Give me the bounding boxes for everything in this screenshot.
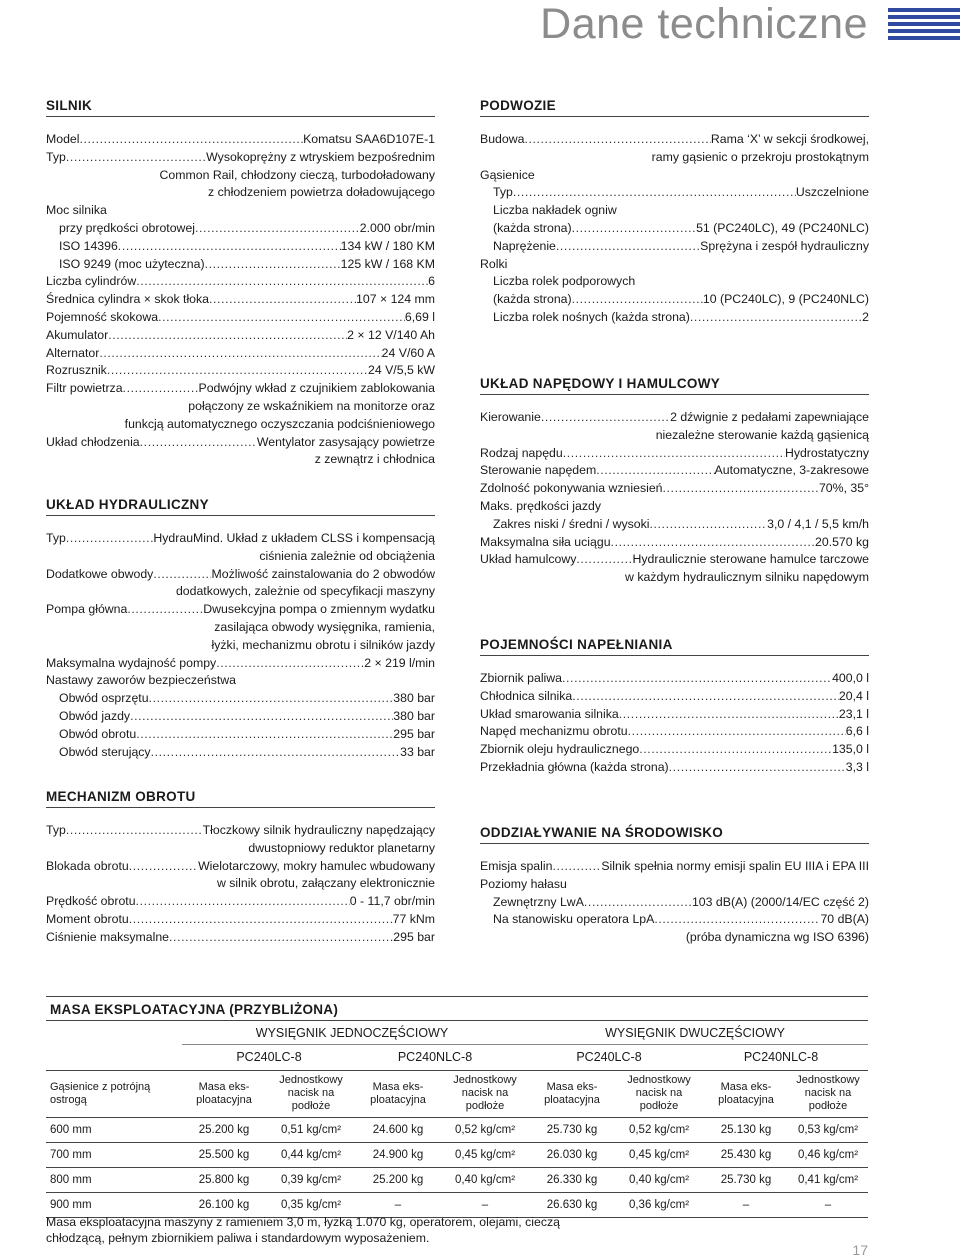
table-cell: – <box>394 1198 402 1211</box>
spec-group-label: Gąsienice <box>480 167 535 182</box>
spec-value-cont: Common Rail, chłodzony cieczą, turbodoładowany <box>159 167 435 182</box>
spec-value: 380 bar <box>393 708 435 723</box>
model-header: PC240NLC-8 <box>743 1050 819 1064</box>
spec-row <box>46 655 435 673</box>
spec-label: Liczba cylindrów <box>46 274 137 289</box>
section-title-pojemnosci: POJEMNOŚCI NAPEŁNIANIA <box>480 637 869 656</box>
spec-value-cont: z chłodzeniem powietrza doładowującego <box>208 185 435 200</box>
spec-label: Obwód osprzętu <box>59 691 149 706</box>
spec-value: 77 kNm <box>392 911 435 926</box>
hydraulika-section <box>46 497 435 761</box>
spec-value: 400,0 l <box>832 671 869 685</box>
table-cell: 0,36 kg/cm² <box>628 1198 690 1211</box>
spec-value: 3,3 l <box>845 759 869 774</box>
table-cell: 25.430 kg <box>720 1148 772 1161</box>
spec-value: 2 dźwignie z pedałami zapewniające <box>670 410 869 424</box>
spec-row <box>46 911 435 929</box>
spec-value: 107 × 124 mm <box>356 292 435 307</box>
mass-table <box>46 1074 868 1218</box>
spec-label: Typ <box>493 185 513 200</box>
spec-label: Układ chłodzenia <box>46 434 140 449</box>
spec-value: 0 - 11,7 obr/min <box>349 894 435 909</box>
spec-row <box>480 911 869 929</box>
spec-row <box>46 566 435 584</box>
spec-value: 125 kW / 168 KM <box>340 256 435 271</box>
spec-value: HydrauMind. Układ z układem CLSS i kompensacją <box>153 531 435 545</box>
spec-row <box>480 688 869 706</box>
spec-label: Kierowanie <box>480 410 541 424</box>
spec-row <box>46 822 435 840</box>
spec-label: Układ hamulcowy <box>480 552 577 567</box>
spec-value: 2 × 219 l/min <box>364 655 435 670</box>
spec-row <box>46 149 435 167</box>
column-header: Jednostkowy nacisk na podłoże <box>453 1074 517 1112</box>
spec-value-cont: łyżki, mechanizmu obrotu i silników jazdy <box>211 637 435 652</box>
spec-row <box>480 131 869 149</box>
table-cell: 0,45 kg/cm² <box>628 1148 690 1161</box>
spec-row <box>46 273 435 291</box>
spec-value-cont: z zewnątrz i chłodnica <box>314 452 435 467</box>
table-cell: 0,53 kg/cm² <box>797 1123 859 1136</box>
spec-block-silnik <box>46 131 435 469</box>
spec-label: Rozrusznik <box>46 363 107 378</box>
spec-label: Akumulator <box>46 327 109 342</box>
spec-row <box>480 291 869 309</box>
table-cell: 24.600 kg <box>372 1123 424 1136</box>
spec-label: Zdolność pokonywania wzniesień <box>480 481 663 496</box>
spec-value: 6 <box>428 274 435 289</box>
header-stripes-decoration <box>888 8 960 43</box>
spec-value-cont: ciśnienia zależnie od obciążenia <box>259 548 435 563</box>
spec-label: Pojemność skokowa <box>46 309 159 324</box>
spec-label: Napęd mechanizmu obrotu <box>480 724 628 739</box>
spec-label: Dodatkowe obwody <box>46 566 154 581</box>
table-cell: 25.200 kg <box>198 1123 250 1136</box>
spec-row <box>46 291 435 309</box>
divider <box>46 1070 868 1071</box>
spec-value: Automatyczne, 3-zakresowe <box>714 463 869 478</box>
table-cell: 800 mm <box>50 1173 92 1186</box>
spec-value: Możliwość zainstalowania do 2 obwodów <box>211 566 435 581</box>
spec-row <box>480 238 869 256</box>
spec-value: 2.000 obr/min <box>359 220 435 235</box>
left-column <box>46 98 435 469</box>
section-title-srodowisko: ODDZIAŁYWANIE NA ŚRODOWISKO <box>480 825 869 844</box>
spec-row <box>480 858 869 876</box>
spec-value: 24 V/60 A <box>381 345 435 360</box>
spec-label: Typ <box>46 531 66 545</box>
spec-label: Zbiornik oleju hydraulicznego <box>480 742 640 757</box>
table-row <box>46 1142 868 1167</box>
naped-section <box>480 376 869 587</box>
spec-value: 24 V/5,5 kW <box>368 363 435 378</box>
spec-row <box>480 894 869 912</box>
spec-label: Moment obrotu <box>46 911 129 926</box>
spec-label: Maksymalna siła uciągu <box>480 534 611 549</box>
spec-value: 103 dB(A) (2000/14/EC część 2) <box>691 894 869 909</box>
spec-label: Ciśnienie maksymalne <box>46 929 170 944</box>
spec-value: 51 (PC240LC), 49 (PC240NLC) <box>696 220 869 235</box>
spec-row <box>480 516 869 534</box>
spec-label: Prędkość obrotu <box>46 894 136 909</box>
spec-value-cont: dodatkowych, zależnie od specyfikacji maszyny <box>175 584 435 599</box>
section-title-podwozie: PODWOZIE <box>480 98 869 117</box>
spec-label: Sterowanie napędem <box>480 463 597 478</box>
spec-row <box>480 534 869 552</box>
spec-value-cont: dwustopniowy reduktor planetarny <box>248 840 435 855</box>
spec-row <box>480 480 869 498</box>
column-header: Masa eks-ploatacyjna <box>544 1080 600 1106</box>
table-cell: – <box>481 1198 489 1211</box>
spec-label: Maksymalna wydajność pompy <box>46 655 217 670</box>
spec-row <box>46 345 435 363</box>
spec-value: 2 <box>862 309 869 324</box>
spec-row <box>46 256 435 274</box>
spec-label: Filtr powietrza <box>46 381 123 396</box>
spec-row <box>46 362 435 380</box>
table-cell: 26.030 kg <box>546 1148 598 1161</box>
podwozie-section <box>480 98 869 327</box>
spec-value: Dwusekcyjna pompa o zmiennym wydatku <box>203 602 435 617</box>
table-cell: 0,51 kg/cm² <box>280 1123 342 1136</box>
table-cell: 25.130 kg <box>720 1123 772 1136</box>
spec-label: (każda strona) <box>493 220 572 235</box>
table-cell: 0,44 kg/cm² <box>280 1148 342 1161</box>
spec-label: przy prędkości obrotowej <box>59 220 196 235</box>
spec-row <box>480 445 869 463</box>
table-cell: 26.630 kg <box>546 1198 598 1211</box>
spec-value: 295 bar <box>393 726 435 741</box>
spec-value: Wentylator zasysający powietrze <box>256 434 435 449</box>
spec-row <box>46 380 435 398</box>
page-number: 17 <box>852 1242 868 1258</box>
spec-value: Hydrostatyczny <box>784 445 869 460</box>
table-cell: 0,45 kg/cm² <box>454 1148 516 1161</box>
mass-note: Masa eksploatacyjna maszyny z ramieniem 3,0 m, łyżką 1.070 kg, operatorem, olejami, cieczą chłodzącą, pełnym zbiornikiem paliwa i standardowym wyposażeniem. <box>46 1215 560 1245</box>
spec-row <box>480 706 869 724</box>
spec-label: Model <box>46 132 80 146</box>
spec-value: 134 kW / 180 KM <box>340 238 435 253</box>
spec-row <box>480 184 869 202</box>
column-header: Jednostkowy nacisk na podłoże <box>796 1074 860 1112</box>
spec-group-label: Moc silnika <box>46 203 107 218</box>
divider <box>182 1044 868 1045</box>
spec-value: 2 × 12 V/140 Ah <box>347 327 435 342</box>
spec-group-label: Nastawy zaworów bezpieczeństwa <box>46 673 237 688</box>
spec-value-cont: (próba dynamiczna wg ISO 6396) <box>685 930 869 945</box>
spec-row <box>46 893 435 911</box>
spec-value-cont: zasilająca obwody wysięgnika, ramienia, <box>214 619 435 634</box>
group-header: WYSIĘGNIK DWUCZĘŚCIOWY <box>605 1026 785 1040</box>
model-header: PC240NLC-8 <box>397 1050 473 1064</box>
spec-label: Obwód jazdy <box>59 708 131 723</box>
spec-row <box>46 309 435 327</box>
spec-value: Uszczelnione <box>795 185 869 200</box>
table-cell: 26.330 kg <box>546 1173 598 1186</box>
column-header: Jednostkowy nacisk na podłoże <box>279 1074 343 1112</box>
spec-value: 10 (PC240LC), 9 (PC240NLC) <box>702 292 869 307</box>
spec-label: Przekładnia główna (każda strona) <box>480 759 669 774</box>
spec-row <box>480 741 869 759</box>
spec-group-label: Liczba nakładek ogniw <box>493 203 617 218</box>
spec-row <box>46 690 435 708</box>
table-cell: 25.800 kg <box>198 1173 250 1186</box>
column-header: Gąsienice z potrójną ostrogą <box>50 1080 151 1106</box>
table-cell: 900 mm <box>50 1198 92 1211</box>
spec-value: 3,0 / 4,1 / 5,5 km/h <box>767 516 869 531</box>
spec-label: Typ <box>46 823 66 837</box>
spec-value-cont: w silnik obrotu, załączany elektronicznie <box>216 876 435 891</box>
spec-row <box>46 929 435 947</box>
spec-label: ISO 9249 (moc użyteczna) <box>59 256 205 271</box>
spec-value-cont: połączony ze wskaźnikiem na monitorze oraz <box>188 398 435 413</box>
spec-value: Wysokoprężny z wtryskiem bezpośrednim <box>206 149 435 164</box>
spec-row <box>480 220 869 238</box>
table-cell: 700 mm <box>50 1148 92 1161</box>
group-header: WYSIĘGNIK JEDNOCZĘŚCIOWY <box>255 1026 449 1040</box>
spec-row <box>46 434 435 452</box>
column-header: Masa eks-ploatacyjna <box>370 1080 426 1106</box>
spec-label: Zbiornik paliwa <box>480 671 563 685</box>
spec-group-label: Liczba rolek podporowych <box>493 274 636 289</box>
spec-label: Średnica cylindra × skok tłoka <box>46 292 210 307</box>
spec-row <box>480 670 869 688</box>
spec-value-cont: niezależne sterowanie każdą gąsienicą <box>655 427 869 442</box>
table-cell: 26.100 kg <box>198 1198 250 1211</box>
table-row <box>46 1167 868 1192</box>
table-cell: – <box>824 1198 832 1211</box>
spec-value: 20.570 kg <box>814 534 869 549</box>
table-cell: 0,39 kg/cm² <box>280 1173 342 1186</box>
spec-value: Tłoczkowy silnik hydrauliczny napędzający <box>202 823 435 837</box>
spec-value-cont: ramy gąsienic o przekroju prostokątnym <box>651 149 869 164</box>
spec-label: Alternator <box>46 345 100 360</box>
table-cell: 0,52 kg/cm² <box>628 1123 690 1136</box>
spec-value: 135,0 l <box>832 742 869 757</box>
spec-value: 6,69 l <box>404 309 435 324</box>
section-title-naped: UKŁAD NAPĘDOWY I HAMULCOWY <box>480 376 869 395</box>
spec-row <box>480 309 869 327</box>
table-cell: 25.500 kg <box>198 1148 250 1161</box>
spec-row <box>46 238 435 256</box>
spec-label: Naprężenie <box>493 238 556 253</box>
spec-row <box>46 744 435 762</box>
spec-value: Wielotarczowy, mokry hamulec wbudowany <box>198 858 435 873</box>
spec-label: Rodzaj napędu <box>480 445 563 460</box>
table-cell: 0,40 kg/cm² <box>454 1173 516 1186</box>
spec-row <box>46 327 435 345</box>
spec-label: Chłodnica silnika <box>480 688 573 703</box>
table-cell: 600 mm <box>50 1123 92 1136</box>
spec-row <box>46 530 435 548</box>
spec-label: ISO 14396 <box>59 238 118 253</box>
spec-row <box>46 858 435 876</box>
spec-row <box>480 759 869 777</box>
obrot-section <box>46 789 435 947</box>
table-cell: 25.730 kg <box>720 1173 772 1186</box>
spec-value: 20,4 l <box>838 688 869 703</box>
spec-label: Typ <box>46 149 66 164</box>
table-cell: 0,35 kg/cm² <box>280 1198 342 1211</box>
section-title-hydraulika: UKŁAD HYDRAULICZNY <box>46 497 435 516</box>
column-header: Masa eks-ploatacyjna <box>196 1080 252 1106</box>
spec-row <box>46 601 435 619</box>
table-cell: 0,52 kg/cm² <box>454 1123 516 1136</box>
table-cell: 0,40 kg/cm² <box>628 1173 690 1186</box>
table-cell: 25.730 kg <box>546 1123 598 1136</box>
spec-label: (każda strona) <box>493 292 572 307</box>
divider <box>46 1020 868 1021</box>
spec-row <box>480 723 869 741</box>
page-title: Dane techniczne <box>540 0 868 48</box>
spec-value: 23,1 l <box>838 706 869 721</box>
table-cell: – <box>742 1198 750 1211</box>
spec-group-label: Rolki <box>480 256 508 271</box>
spec-row <box>480 551 869 569</box>
table-cell: 24.900 kg <box>372 1148 424 1161</box>
spec-label: Emisja spalin <box>480 859 553 873</box>
column-header: Masa eks-ploatacyjna <box>718 1080 774 1106</box>
pojemnosci-section <box>480 637 869 777</box>
table-cell: 0,41 kg/cm² <box>797 1173 859 1186</box>
table-cell: 0,46 kg/cm² <box>797 1148 859 1161</box>
section-title-masa: MASA EKSPLOATACYJNA (PRZYBLIŻONA) <box>46 996 868 1021</box>
spec-label: Budowa <box>480 132 525 146</box>
spec-label: Blokada obrotu <box>46 858 129 873</box>
spec-label: Układ smarowania silnika <box>480 706 619 721</box>
spec-value: 33 bar <box>400 744 435 759</box>
spec-value: Rama ‘X’ w sekcji środkowej, <box>710 132 869 146</box>
table-row <box>46 1117 868 1142</box>
spec-value: Komatsu SAA6D107E-1 <box>303 132 435 146</box>
model-header: PC240LC-8 <box>236 1050 302 1064</box>
table-cell: 25.200 kg <box>372 1173 424 1186</box>
srodowisko-section <box>480 825 869 947</box>
spec-label: Zewnętrzny LwA <box>493 894 584 909</box>
spec-value: 380 bar <box>393 691 435 706</box>
spec-label: Liczba rolek nośnych (każda strona) <box>493 309 690 324</box>
spec-value: 70%, 35° <box>818 481 869 496</box>
section-title-silnik: SILNIK <box>46 98 435 117</box>
spec-row <box>46 220 435 238</box>
spec-value: Sprężyna i zespół hydrauliczny <box>700 238 869 253</box>
spec-label: Obwód obrotu <box>59 726 137 741</box>
model-header: PC240LC-8 <box>576 1050 642 1064</box>
spec-label: Na stanowisku operatora LpA <box>493 912 655 927</box>
spec-value-cont: w każdym hydraulicznym silniku napędowym <box>625 570 869 585</box>
spec-value: Silnik spełnia normy emisji spalin EU IIIA i EPA III <box>601 859 869 873</box>
spec-label: Zakres niski / średni / wysoki <box>493 516 650 531</box>
spec-row <box>46 131 435 149</box>
spec-row <box>46 726 435 744</box>
spec-value: Podwójny wkład z czujnikiem zablokowania <box>198 381 435 396</box>
spec-value: 6,6 l <box>845 724 869 739</box>
spec-value: Hydraulicznie sterowane hamulce tarczowe <box>632 552 869 567</box>
spec-value: 70 dB(A) <box>820 912 869 927</box>
spec-value-cont: funkcją automatycznego oczyszczania podciśnieniowego <box>124 416 435 431</box>
spec-row <box>480 462 869 480</box>
column-header: Jednostkowy nacisk na podłoże <box>627 1074 691 1112</box>
spec-group-label: Poziomy hałasu <box>480 876 567 891</box>
spec-group-label: Maks. prędkości jazdy <box>480 498 601 513</box>
mass-table-header-row <box>46 1074 868 1113</box>
section-title-obrot: MECHANIZM OBROTU <box>46 789 435 808</box>
spec-row <box>480 409 869 427</box>
spec-label: Pompa główna <box>46 602 128 617</box>
spec-label: Obwód sterujący <box>59 744 151 759</box>
spec-value: 295 bar <box>393 929 435 944</box>
spec-row <box>46 708 435 726</box>
